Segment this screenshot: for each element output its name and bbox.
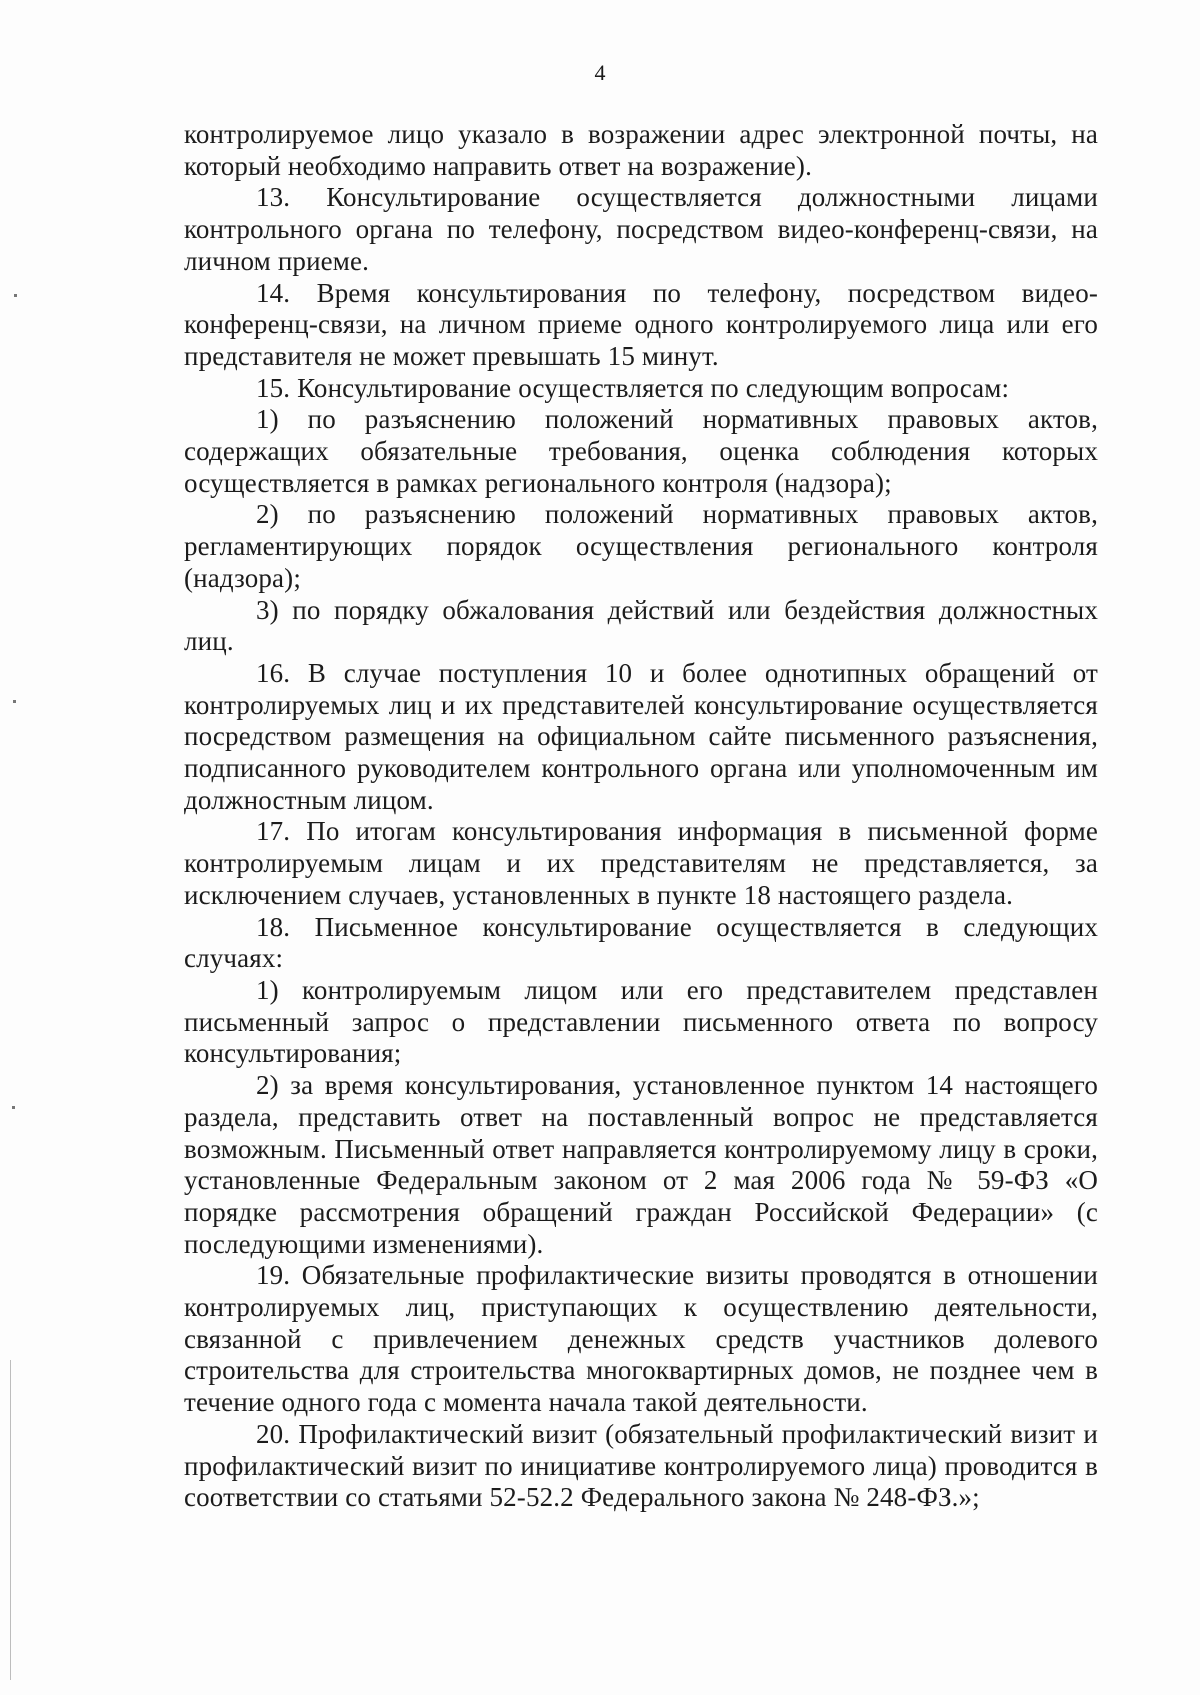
paragraph: 3) по порядку обжалования действий или бездействия должностных лиц. [184,594,1098,657]
paragraph: 18. Письменное консультирование осуществляется в следующих случаях: [184,911,1098,974]
paragraph: 20. Профилактический визит (обязательный профилактический визит и профилактический визит по инициативе контролируемого лица) проводится в соответствии со статьями 52-52.2 Федерального закона № 248-ФЗ.»; [184,1418,1098,1513]
paragraph: 1) по разъяснению положений нормативных правовых актов, содержащих обязательные требования, оценка соблюдения которых осуществляется в рамках регионального контроля (надзора); [184,404,1098,498]
paragraph: 19. Обязательные профилактические визиты проводятся в отношении контролируемых лиц, приступающих к осуществлению деятельности, связанной с привлечением денежных средств участников долевого строительства для строительства многоквартирных домов, не позднее чем в течение одного года с момента начала такой деятельности. [184,1260,1098,1418]
paragraph: 13. Консультирование осуществляется должностными лицами контрольного органа по телефону, посредством видео-конференц-связи, на личном приеме. [184,182,1098,276]
scan-mark [13,700,16,703]
scan-mark [12,1106,15,1109]
paragraph: 2) по разъяснению положений нормативных правовых актов, регламентирующих порядок осуществления регионального контроля (надзора); [184,499,1098,593]
scan-mark [14,294,17,297]
document-body [184,119,1098,1514]
paragraph: 2) за время консультирования, установленное пунктом 14 настоящего раздела, представить ответ на поставленный вопрос не представляется возможным. Письменный ответ направляется контролируемому лицу в сроки, установленные Федеральным законом от 2 мая 2006 года № 59-ФЗ «О порядке рассмотрения обращений граждан Российской Федерации» (с последующими изменениями). [184,1070,1098,1259]
page-number: 4 [594,60,606,85]
paragraph: 1) контролируемым лицом или его представителем представлен письменный запрос о представлении письменного ответа по вопросу консультирования; [184,974,1098,1069]
paragraph: 15. Консультирование осуществляется по следующим вопросам: [256,372,1010,403]
paragraph: контролируемое лицо указало в возражении адрес электронной почты, на который необходимо направить ответ на возражение). [184,119,1098,181]
paragraph: 14. Время консультирования по телефону, посредством видео-конференц-связи, на личном приеме одного контролируемого лица или его представителя не может превышать 15 минут. [184,277,1098,371]
paragraph: 16. В случае поступления 10 и более однотипных обращений от контролируемых лиц и их представителей консультирование осуществляется посредством размещения на официальном сайте письменного разъяснения, подписанного руководителем контрольного органа или уполномоченным им должностным лицом. [184,657,1098,815]
paragraph: 17. По итогам консультирования информация в письменной форме контролируемым лицам и их представителям не представляется, за исключением случаев, установленных в пункте 18 настоящего раздела. [184,816,1098,910]
scan-edge-line [10,1360,11,1680]
